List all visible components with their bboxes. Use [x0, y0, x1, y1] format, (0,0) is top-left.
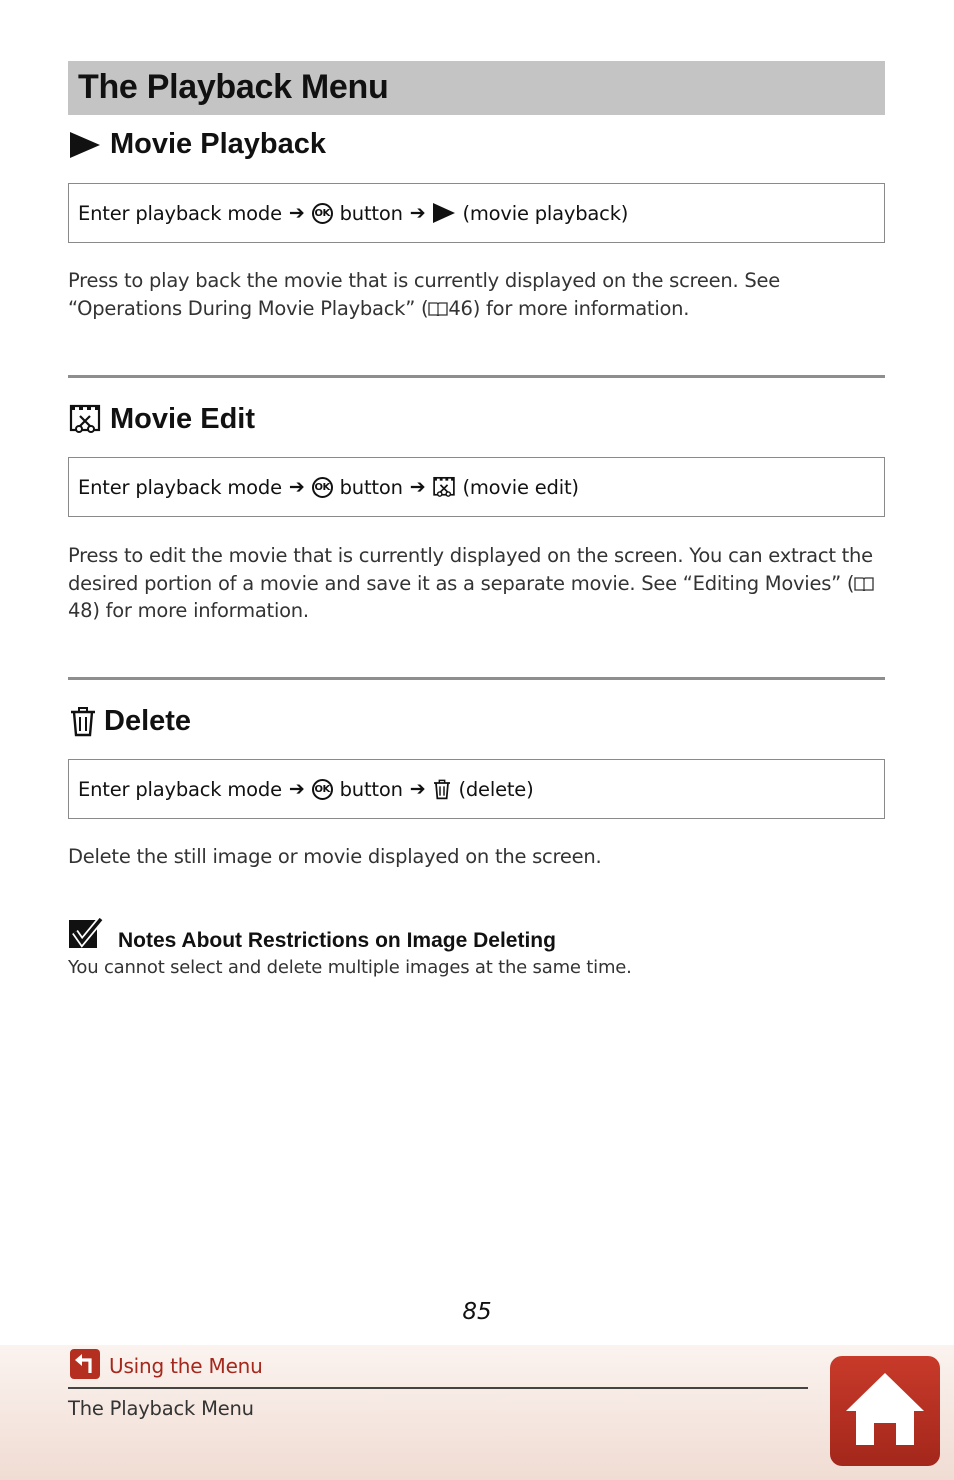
page-title: The Playback Menu: [78, 68, 389, 106]
book-reference-icon: [428, 302, 448, 316]
page-reference[interactable]: 48: [68, 599, 93, 622]
checkmark-note-icon: [68, 918, 104, 954]
path-button: button: [339, 777, 403, 801]
play-icon: [68, 130, 102, 160]
home-icon: [842, 1369, 928, 1453]
arrow-right-icon: ➔: [288, 202, 305, 224]
path-start: Enter playback mode: [78, 777, 282, 801]
ok-button-icon: OK: [312, 477, 333, 498]
footer-back-link[interactable]: [70, 1349, 263, 1383]
menu-path-box: [68, 183, 885, 243]
ok-button-icon: OK: [312, 203, 333, 224]
section-heading-delete: [68, 704, 191, 738]
body-text: Press to play back the movie that is currently displayed on the screen. See “Operations During Movie Playback” (: [68, 269, 781, 320]
arrow-right-icon: ➔: [288, 476, 305, 498]
note-title: Notes About Restrictions on Image Deleting: [118, 929, 556, 952]
path-button: button: [339, 475, 403, 499]
movie-edit-icon: [68, 402, 102, 436]
path-item: (movie edit): [462, 475, 579, 499]
section-title: Movie Edit: [110, 402, 256, 435]
arrow-right-icon: ➔: [409, 202, 426, 224]
menu-path-box: [68, 759, 885, 819]
trash-icon: [68, 704, 98, 738]
body-text: ) for more information.: [472, 296, 690, 320]
body-text: Press to edit the movie that is currently displayed on the screen. You can extract the desired portion of a movie and save it as a separate movie. See “Editing Movies” (: [68, 544, 873, 595]
body-text: ) for more information.: [92, 599, 309, 622]
arrow-right-icon: ➔: [288, 778, 305, 800]
play-icon: [432, 202, 456, 224]
page-title-bar: [68, 61, 885, 115]
path-button: button: [339, 201, 403, 225]
footer-subtitle: The Playback Menu: [68, 1397, 254, 1420]
section-divider: [68, 375, 885, 378]
section-body: Delete the still image or movie displayed on the screen.: [68, 845, 602, 868]
ok-button-icon: OK: [312, 779, 333, 800]
page-number: 85: [462, 1299, 492, 1325]
section-heading-movie-playback: [68, 128, 326, 161]
note-heading: [68, 918, 556, 954]
movie-edit-icon: [432, 475, 456, 499]
trash-icon: [432, 777, 452, 801]
section-heading-movie-edit: [68, 402, 255, 436]
menu-path-box: [68, 457, 885, 517]
section-divider: [68, 677, 885, 680]
footer-divider: [68, 1387, 808, 1389]
path-item: (movie playback): [462, 201, 629, 225]
path-item: (delete): [458, 777, 534, 801]
path-start: Enter playback mode: [78, 475, 282, 499]
arrow-right-icon: ➔: [409, 778, 426, 800]
arrow-right-icon: ➔: [409, 476, 426, 498]
return-arrow-icon[interactable]: [70, 1349, 100, 1383]
note-text: You cannot select and delete multiple images at the same time.: [68, 957, 632, 978]
path-start: Enter playback mode: [78, 201, 282, 225]
footer-link-label[interactable]: Using the Menu: [109, 1354, 263, 1378]
section-body: [68, 267, 888, 322]
home-button[interactable]: [830, 1356, 940, 1466]
section-title: Movie Playback: [110, 128, 326, 160]
section-body: [68, 542, 888, 625]
section-title: Delete: [104, 704, 192, 737]
book-reference-icon: [854, 577, 874, 591]
page-reference[interactable]: 46: [448, 296, 473, 320]
